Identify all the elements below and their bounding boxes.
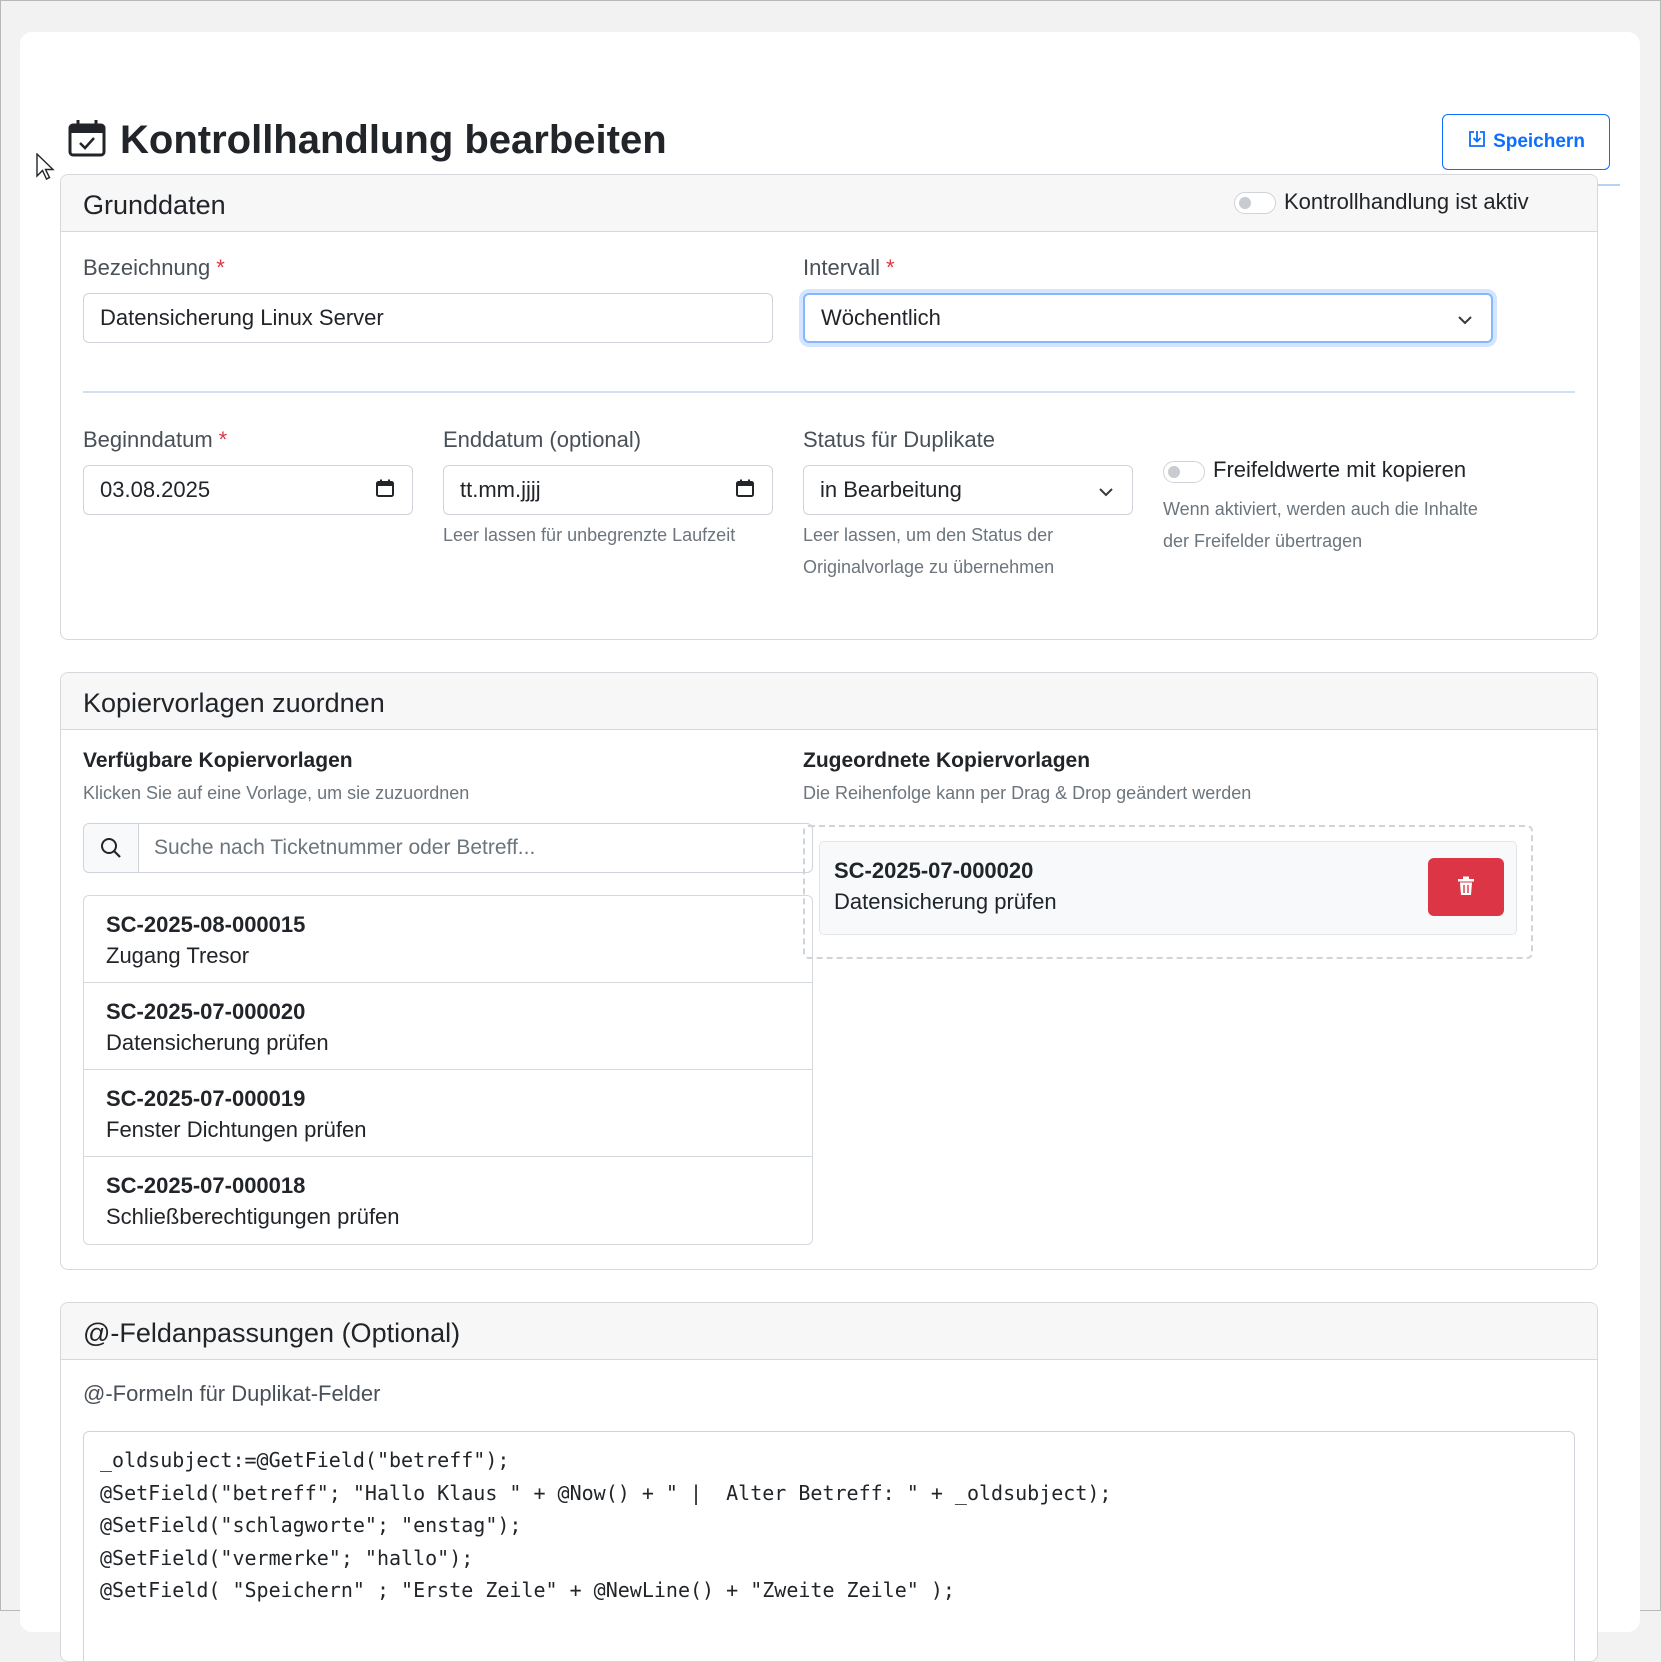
intervall-label-text: Intervall [803,255,881,280]
page-container [20,32,1640,1632]
intervall-label [803,255,895,281]
code-line: @SetField("vermerke"; "hallo"); [100,1545,474,1570]
trash-icon [1457,876,1475,899]
chevron-down-icon [1457,305,1473,331]
formula-textarea[interactable] [83,1431,1575,1662]
kopiervorlagen-card [60,672,1598,1270]
feldanpassungen-title: @-Feldanpassungen (Optional) [83,1318,461,1348]
item-subject: Schließberechtigungen prüfen [106,1204,400,1229]
code-line: @SetField( "Speichern" ; "Erste Zeile" + @NewLine() + "Zweite Zeile" ); [100,1578,955,1602]
intervall-select[interactable] [803,293,1493,343]
section-divider [83,391,1575,393]
calendar-icon[interactable] [376,477,394,503]
bezeichnung-value: Datensicherung Linux Server [100,305,384,330]
assigned-drop-zone[interactable] [803,825,1533,959]
list-item[interactable] [84,1157,812,1244]
kopiervorlagen-header [61,673,1597,730]
enddatum-help: Leer lassen für unbegrenzte Laufzeit [443,525,736,545]
beginndatum-label-text: Beginndatum [83,427,213,452]
enddatum-label: Enddatum (optional) [443,427,642,452]
active-toggle-label: Kontrollhandlung ist aktiv [1284,189,1529,214]
code-line: _oldsubject:=@GetField("betreff"); [100,1448,510,1472]
grunddaten-header [61,175,1597,232]
mouse-pointer-icon [36,153,56,186]
beginndatum-input[interactable] [83,465,413,515]
chevron-down-icon [1098,477,1114,503]
bezeichnung-label-text: Bezeichnung [83,255,211,280]
status-help-line1: Leer lassen, um den Status der [803,525,1054,545]
list-item[interactable] [84,983,812,1070]
assigned-item-text [834,856,1057,918]
status-select[interactable] [803,465,1133,515]
calendar-icon[interactable] [736,477,754,503]
beginndatum-label [83,427,227,453]
required-mark: * [886,255,895,280]
freifeld-label: Freifeldwerte mit kopieren [1213,457,1467,482]
grunddaten-card [60,174,1598,640]
search-icon [84,824,139,872]
grunddaten-title: Grunddaten [83,190,226,220]
available-list [83,895,813,1245]
item-number: SC-2025-08-000015 [106,912,306,937]
freifeld-help-line1: Wenn aktiviert, werden auch die Inhalte [1163,499,1478,519]
status-label: Status für Duplikate [803,427,995,452]
search-placeholder: Suche nach Ticketnummer oder Betreff... [154,836,536,859]
assigned-help: Die Reihenfolge kann per Drag & Drop geändert werden [803,783,1252,803]
item-subject: Fenster Dichtungen prüfen [106,1117,367,1142]
feldanpassungen-header [61,1303,1597,1360]
assigned-item[interactable] [819,841,1517,935]
item-subject: Datensicherung prüfen [106,1030,329,1055]
assigned-title: Zugeordnete Kopiervorlagen [803,749,1091,772]
available-title: Verfügbare Kopiervorlagen [83,749,353,772]
item-subject: Zugang Tresor [106,943,250,968]
freifeld-help-line2: der Freifelder übertragen [1163,531,1363,551]
calendar-check-icon [68,119,106,162]
feldanpassungen-card [60,1302,1598,1662]
item-number: SC-2025-07-000020 [106,999,306,1024]
item-number: SC-2025-07-000020 [834,858,1034,883]
active-toggle[interactable] [1234,192,1276,214]
code-line: @SetField("betreff"; "Hallo Klaus " + @Now() + " | Alter Betreff: " + _oldsubject); [100,1480,1112,1505]
delete-button[interactable] [1428,858,1504,916]
freifeld-toggle[interactable] [1163,461,1205,483]
list-item[interactable] [84,896,812,983]
enddatum-input[interactable] [443,465,773,515]
available-help: Klicken Sie auf eine Vorlage, um sie zuzuordnen [83,783,470,803]
search-input[interactable] [83,823,813,873]
code-line: @SetField("schlagworte"; "enstag"); [100,1513,522,1537]
item-subject: Datensicherung prüfen [834,889,1057,914]
save-button-label: Speichern [1493,131,1585,152]
kopiervorlagen-title: Kopiervorlagen zuordnen [83,688,385,718]
bezeichnung-input[interactable] [83,293,773,343]
status-help-line2: Originalvorlage zu übernehmen [803,557,1055,577]
item-number: SC-2025-07-000018 [106,1173,306,1198]
required-mark: * [216,255,225,280]
required-mark: * [218,427,228,452]
intervall-value: Wöchentlich [821,305,941,330]
list-item[interactable] [84,1070,812,1157]
page-title: Kontrollhandlung bearbeiten [120,118,667,162]
beginndatum-value: 03.08.2025 [100,477,211,502]
page-header [68,92,1620,186]
bezeichnung-label [83,255,225,281]
save-button[interactable] [1442,114,1610,170]
formula-label: @-Formeln für Duplikat-Felder [83,1381,381,1406]
item-number: SC-2025-07-000019 [106,1086,306,1111]
status-value: in Bearbeitung [820,477,962,502]
enddatum-placeholder: tt.mm.jjjj [460,477,541,502]
download-icon [1467,129,1487,155]
